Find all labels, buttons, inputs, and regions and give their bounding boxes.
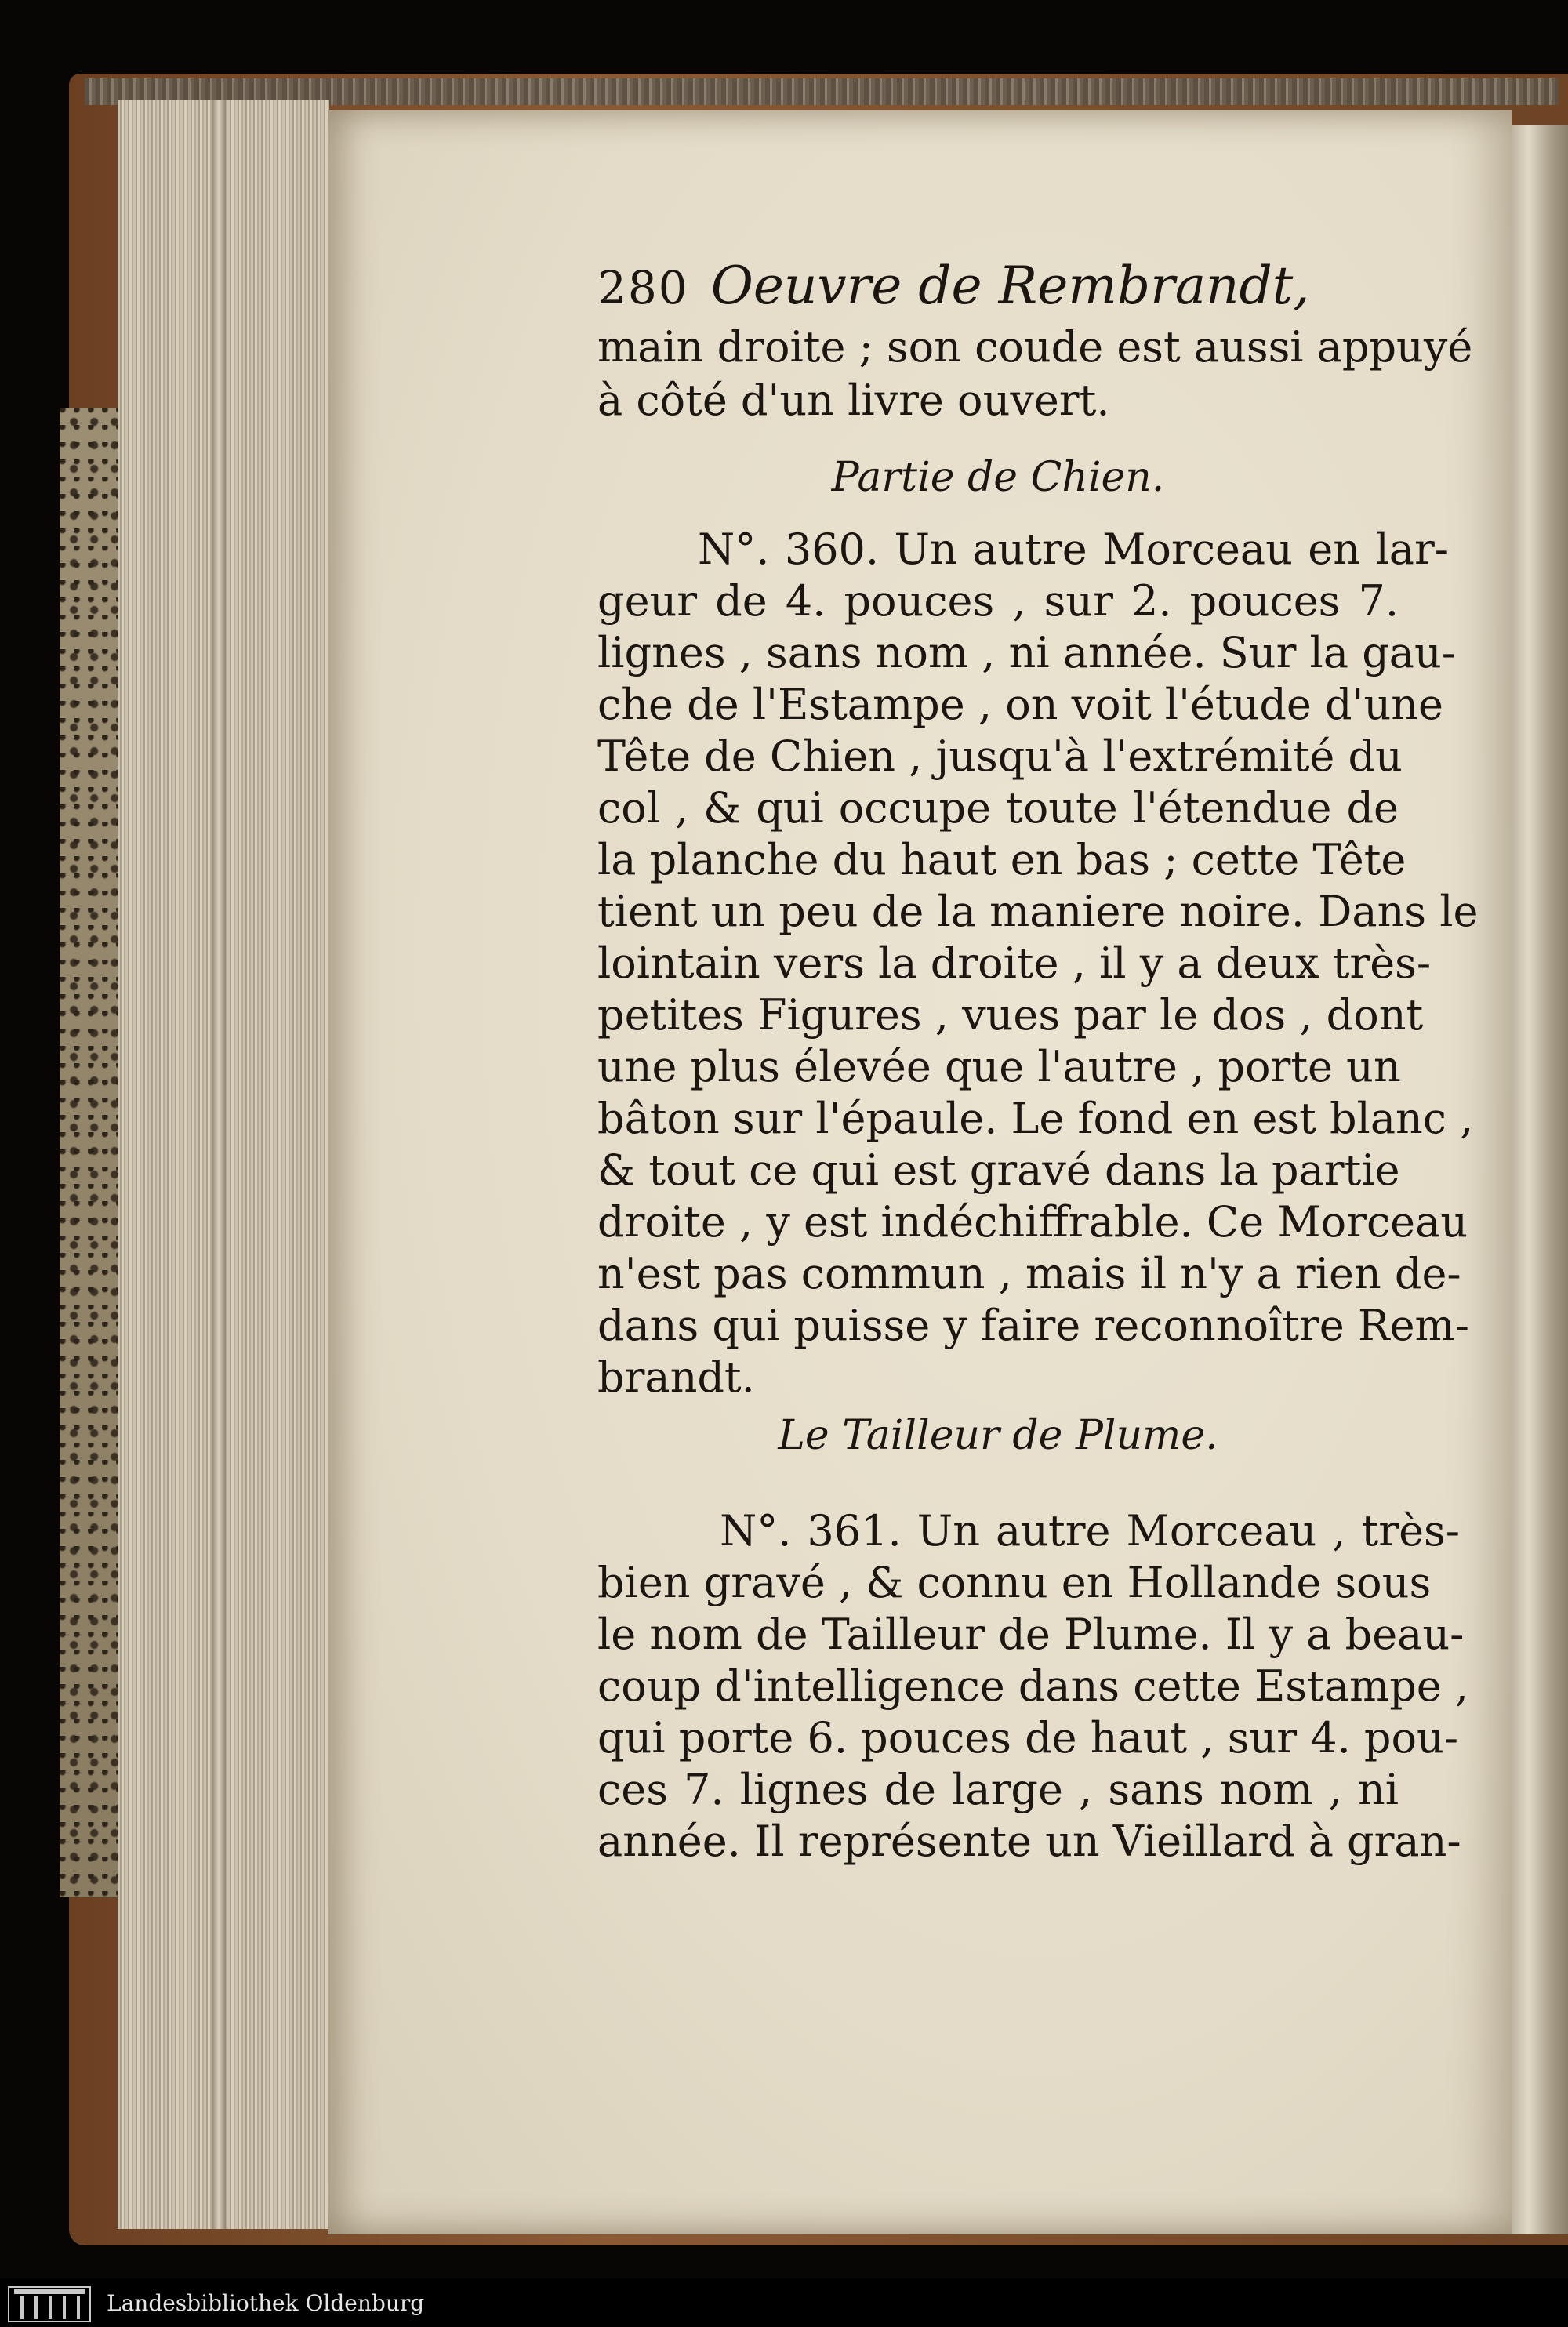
section-heading: Partie de Chien. (831, 454, 1165, 501)
entry-360-line: dans qui puisse y faire reconnoître Rem- (597, 1301, 1469, 1350)
page-number: 280 (597, 261, 689, 314)
entry-360-line: N°. 360. Un autre Morceau en lar- (698, 525, 1449, 574)
entry-361-line: qui porte 6. pouces de haut , sur 4. pou- (597, 1713, 1459, 1762)
entry-361-line: coup d'intelligence dans cette Estampe , (597, 1661, 1469, 1711)
page-edge-right (1512, 125, 1568, 2234)
entry-360-line: che de l'Estampe , on voit l'étude d'une (597, 680, 1443, 729)
running-head (597, 251, 1460, 321)
entry-360-line: n'est pas commun , mais il n'y a rien de- (597, 1249, 1461, 1298)
running-title: Oeuvre de Rembrandt, (710, 256, 1310, 316)
library-logo-icon (8, 2286, 91, 2322)
entry-360-line: lignes , sans nom , ni année. Sur la gau- (597, 628, 1456, 677)
entry-360-line: Tête de Chien , jusqu'à l'extrémité du (597, 731, 1403, 781)
entry-360-line: tient un peu de la maniere noire. Dans le (597, 887, 1479, 936)
book-edge-mottled (60, 408, 124, 1897)
entry-360-line: & tout ce qui est gravé dans la partie (597, 1145, 1400, 1195)
entry-360-line: lointain vers la droite , il y a deux très- (597, 938, 1432, 988)
entry-360-line: brandt. (597, 1352, 755, 1402)
text-line: main droite ; son coude est aussi appuyé (597, 322, 1473, 372)
entry-360-line: col , & qui occupe toute l'étendue de (597, 783, 1399, 833)
text-line: à côté d'un livre ouvert. (597, 376, 1110, 425)
entry-360-line: une plus élevée que l'autre , porte un (597, 1042, 1401, 1091)
entry-361-line: année. Il représente un Vieillard à gran- (597, 1817, 1461, 1866)
entry-361-line: ces 7. lignes de large , sans nom , ni (597, 1765, 1399, 1814)
page-stack-left (118, 100, 329, 2229)
entry-361-line: N°. 361. Un autre Morceau , très- (720, 1506, 1460, 1556)
entry-360-line: bâton sur l'épaule. Le fond en est blanc , (597, 1094, 1474, 1143)
entry-360-line: geur de 4. pouces , sur 2. pouces 7. (597, 576, 1399, 626)
entry-360-line: la planche du haut en bas ; cette Tête (597, 835, 1406, 884)
entry-360-line: petites Figures , vues par le dos , dont (597, 990, 1424, 1040)
entry-361-line: le nom de Tailleur de Plume. Il y a beau- (597, 1610, 1465, 1659)
entry-360-line: droite , y est indéchiffrable. Ce Morceau (597, 1197, 1468, 1247)
entry-361-line: bien gravé , & connu en Hollande sous (597, 1558, 1432, 1607)
library-name: Landesbibliothek Oldenburg (107, 2290, 425, 2316)
section-heading: Le Tailleur de Plume. (778, 1412, 1218, 1459)
